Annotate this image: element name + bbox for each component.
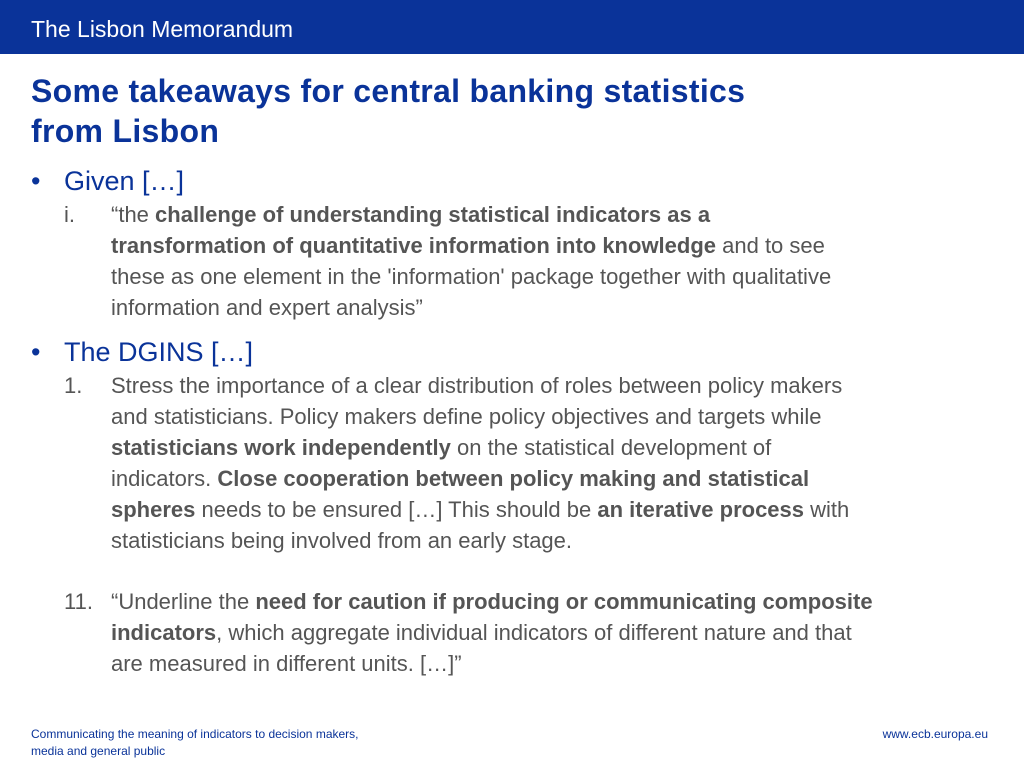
bullet-dot-icon: •: [31, 337, 41, 367]
slide-title-line-2: from Lisbon: [31, 113, 220, 149]
list-item-1: [64, 370, 1014, 556]
list-item-text: [111, 199, 1014, 323]
text-run: needs to be ensured […] This should be: [195, 497, 598, 522]
slide-title-line-1: Some takeaways for central banking statistics: [31, 73, 746, 109]
bold-text-run: an iterative process: [597, 497, 805, 522]
text-line: are measured in different units. […]”: [111, 651, 462, 676]
bold-text-run: transformation of quantitative information into knowledge: [111, 233, 717, 258]
bold-text-run: challenge of understanding statistical indicators as a: [155, 202, 711, 227]
text-run: , which aggregate individual indicators of different nature and that: [216, 620, 852, 645]
header-title: The Lisbon Memorandum: [31, 16, 294, 42]
list-item-text: [111, 586, 1014, 679]
text-line: statisticians being involved from an early stage.: [111, 528, 573, 553]
list-marker: 1.: [64, 373, 83, 398]
bold-text-run: Close cooperation between policy making and statistical: [217, 466, 810, 491]
bullet-label: Given […]: [64, 166, 185, 196]
text-line: and statisticians. Policy makers define policy objectives and targets while: [111, 404, 822, 429]
bullet-given: [31, 165, 184, 197]
bold-text-run: statisticians work independently: [111, 435, 451, 460]
list-item-11: [64, 586, 1014, 679]
bold-text-run: indicators: [111, 620, 217, 645]
text-run: indicators.: [111, 466, 218, 491]
text-line: information and expert analysis”: [111, 295, 423, 320]
slide-title: [31, 71, 991, 151]
bullet-dot-icon: •: [31, 166, 41, 196]
bullet-dgins: [31, 336, 253, 368]
list-marker: i.: [64, 202, 75, 227]
list-item-text: [111, 370, 1014, 556]
footer-caption-line: media and general public: [31, 744, 166, 758]
text-run: “the: [111, 202, 156, 227]
text-run: with: [804, 497, 850, 522]
footer-caption-line: Communicating the meaning of indicators to decision makers,: [31, 727, 359, 741]
header-bar: [0, 0, 1024, 54]
text-line: Stress the importance of a clear distribution of roles between policy makers: [111, 373, 843, 398]
bold-text-run: spheres: [111, 497, 196, 522]
list-item-i: [64, 199, 1014, 323]
text-line: these as one element in the 'information' package together with qualitative: [111, 264, 832, 289]
text-run: “Underline the: [111, 589, 256, 614]
bullet-label: The DGINS […]: [64, 337, 254, 367]
footer-url-link[interactable]: www.ecb.europa.eu: [882, 727, 988, 741]
text-run: and to see: [716, 233, 825, 258]
text-run: on the statistical development of: [450, 435, 772, 460]
list-marker: 11.: [64, 589, 93, 614]
bold-text-run: need for caution if producing or communicating composite: [255, 589, 873, 614]
footer-caption: [31, 726, 359, 760]
